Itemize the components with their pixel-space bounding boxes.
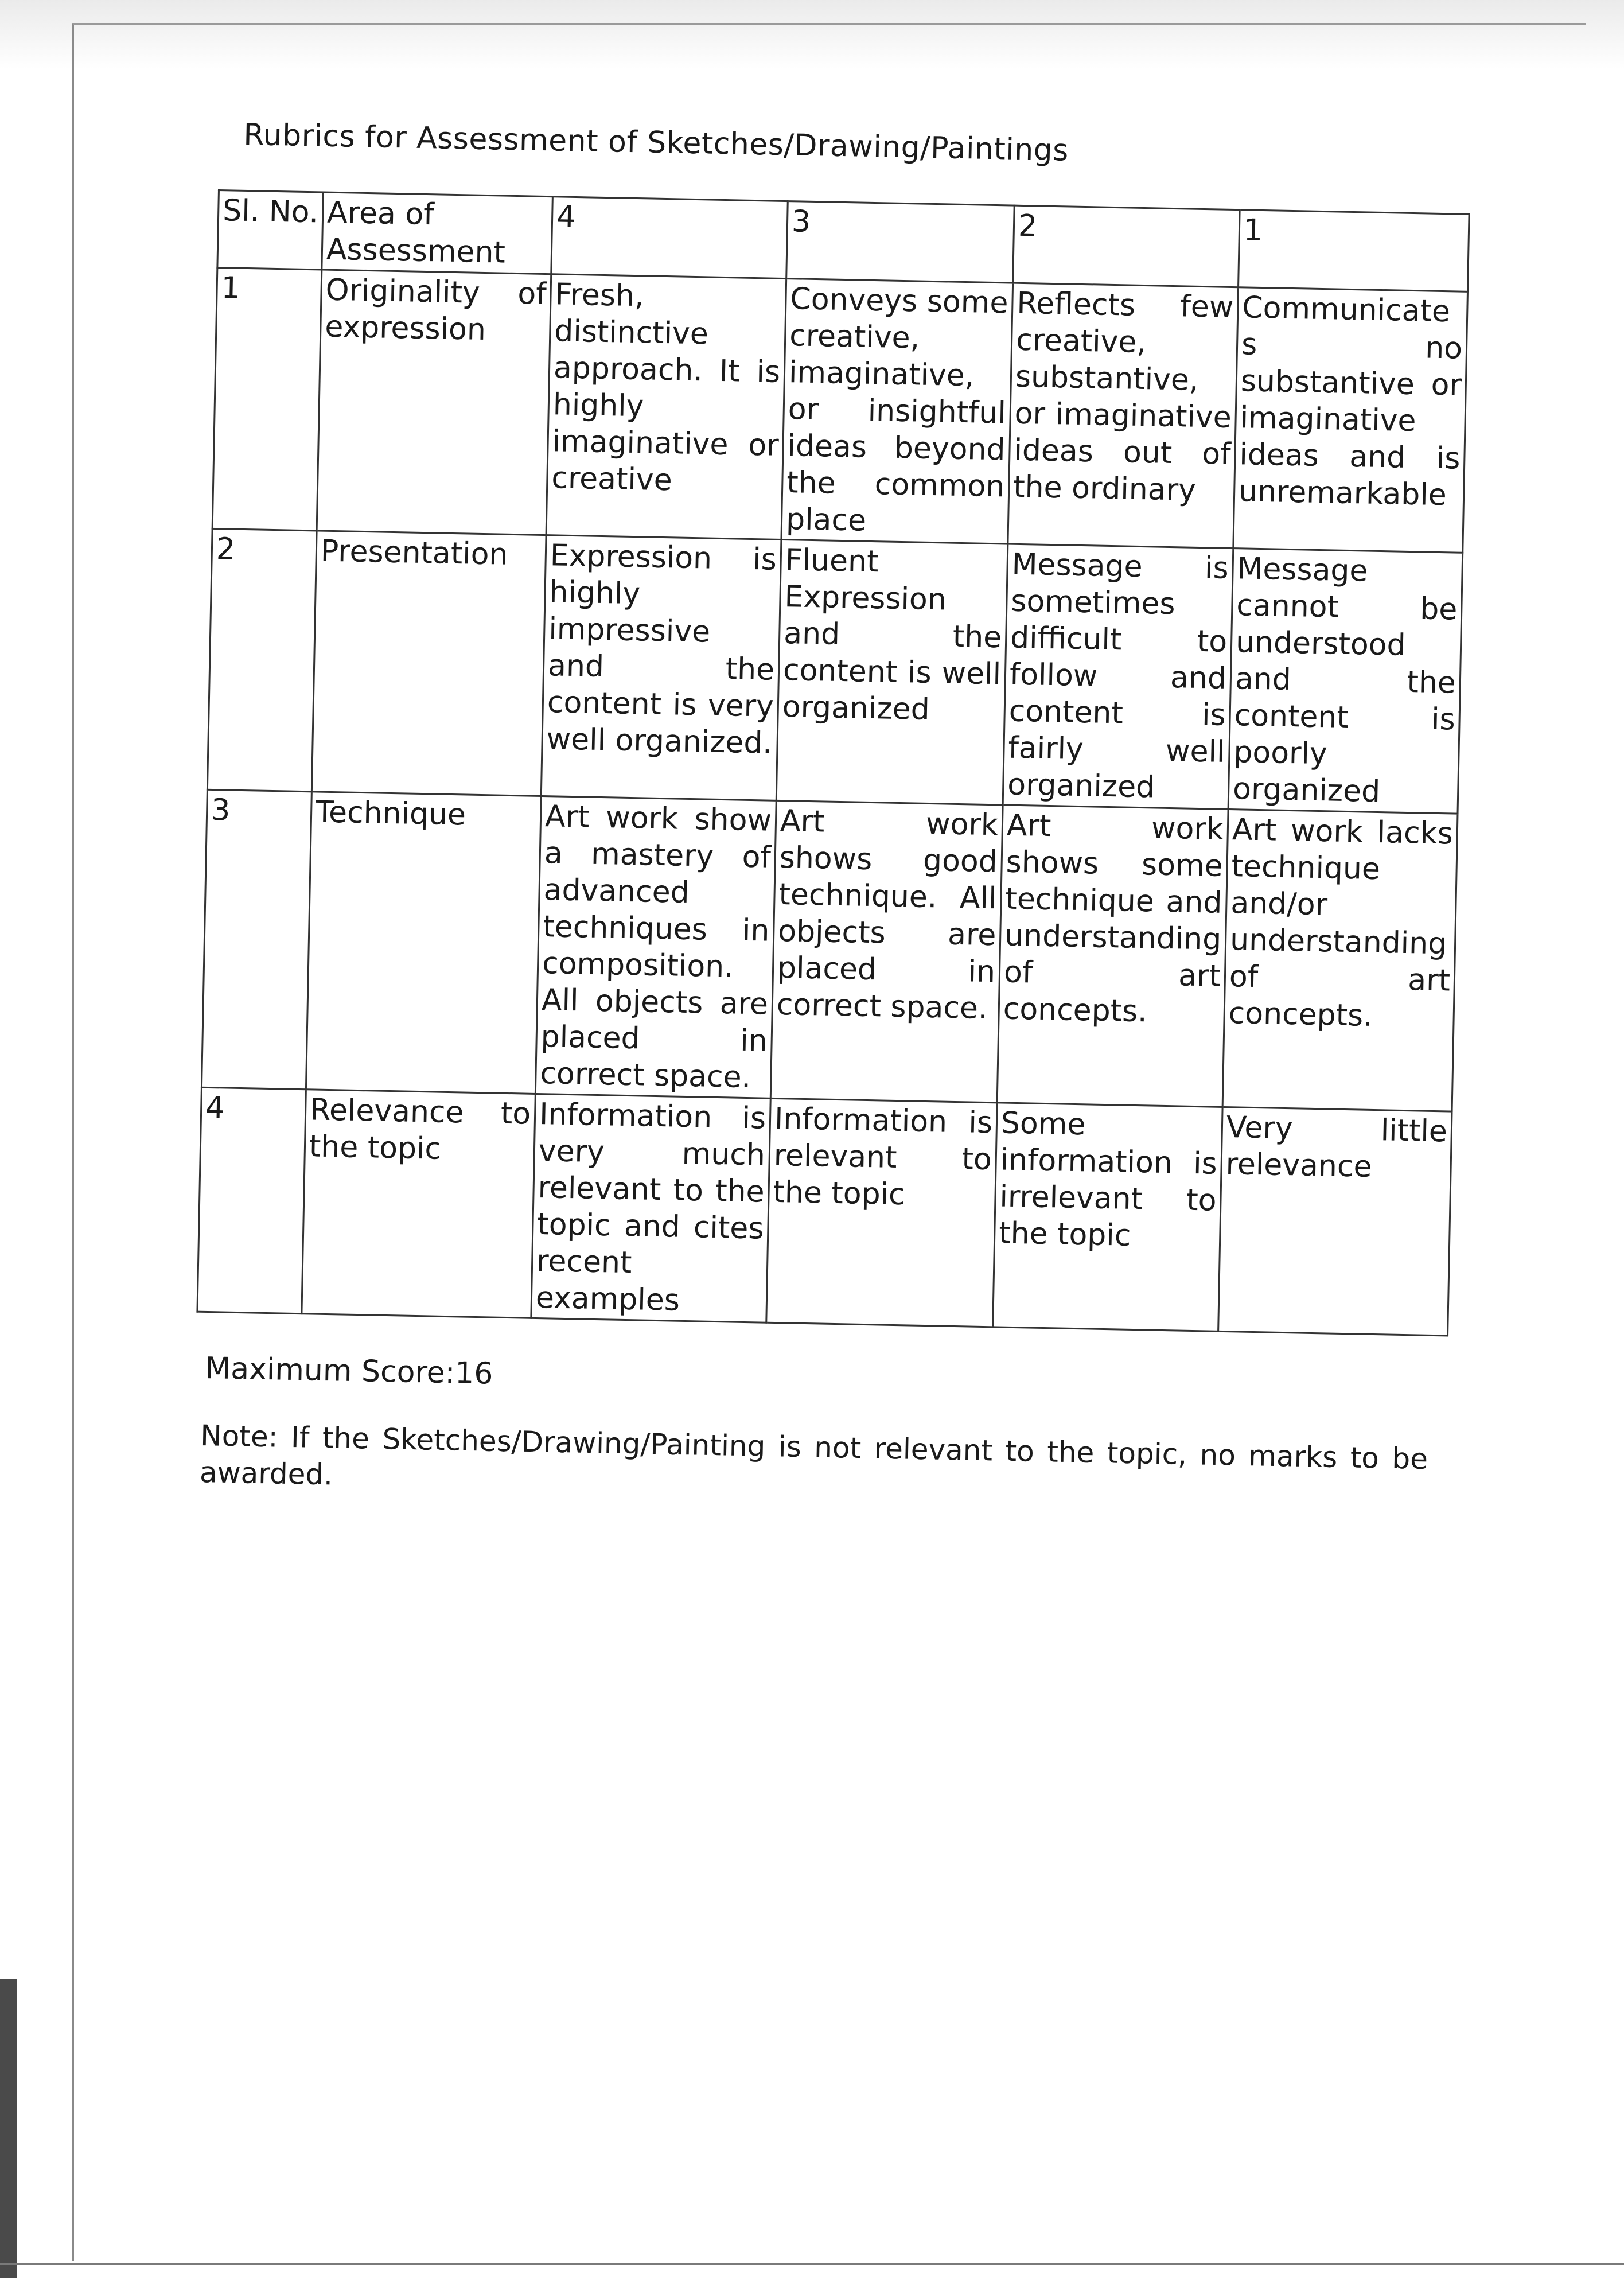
cell-score-2: Art work shows some technique and understanding of art concepts.: [997, 805, 1228, 1107]
header-sl-no: Sl. No.: [217, 190, 324, 270]
cell-area: Originality of expression: [317, 270, 551, 535]
scan-binding-shadow: [0, 1979, 17, 2278]
cell-score-2: Reflects few creative, substantive, or imaginative ideas out of the ordinary: [1008, 283, 1239, 548]
maximum-score: Maximum Score:16: [204, 1351, 493, 1391]
cell-score-3: Art work shows good technique. All objects are placed in correct space.: [770, 800, 1003, 1102]
cell-score-4: Information is very much relevant to the topic and cites recent examples: [531, 1094, 770, 1322]
cell-score-1: Art work lacks technique and/or understanding of art concepts.: [1222, 810, 1458, 1112]
cell-score-1: Communicates no substantive or imaginative ideas and is unremarkable: [1233, 287, 1468, 553]
header-area-of-assessment: Area of Assessment: [322, 192, 553, 274]
cell-sl-no: 2: [207, 528, 317, 791]
cell-score-3: Information is relevant to the topic: [766, 1098, 997, 1327]
cell-sl-no: 4: [197, 1087, 306, 1313]
cell-score-4: Expression is highly impressive and the content is very well organized.: [541, 535, 781, 801]
scan-bottom-edge: [0, 2263, 1624, 2265]
cell-area: Relevance to the topic: [302, 1090, 535, 1318]
cell-score-1: Message cannot be understood and the content is poorly organized: [1228, 549, 1463, 814]
cell-score-3: Fluent Expression and the content is well organized: [776, 539, 1008, 804]
table-row: [212, 268, 1467, 553]
note-text: Note: If the Sketches/Drawing/Painting is not relevant to the topic, no marks to be awarded.: [199, 1418, 1428, 1492]
cell-score-1: Very little relevance: [1218, 1107, 1452, 1336]
header-score-4: 4: [551, 197, 788, 279]
header-score-2: 2: [1013, 205, 1240, 287]
cell-score-3: Conveys some creative, imaginative, or insightful ideas beyond the common place: [781, 279, 1013, 544]
document-title: Rubrics for Assessment of Sketches/Drawing/Paintings: [243, 118, 1069, 168]
cell-sl-no: 3: [201, 789, 311, 1089]
cell-score-2: Some information is irrelevant to the topic: [993, 1103, 1222, 1331]
header-score-1: 1: [1239, 210, 1470, 292]
cell-area: Presentation: [311, 531, 546, 796]
rubric-table: [196, 189, 1470, 1337]
table-row: [197, 1087, 1452, 1336]
cell-score-2: Message is sometimes difficult to follow and content is fairly well organized: [1003, 544, 1233, 809]
header-score-3: 3: [786, 201, 1015, 283]
cell-score-4: Art work show a mastery of advanced techniques in composition. All objects are placed in correct space.: [535, 796, 776, 1099]
cell-score-4: Fresh, distinctive approach. It is highly imaginative or creative: [546, 274, 786, 540]
cell-sl-no: 1: [212, 268, 322, 531]
table-row: [201, 789, 1458, 1111]
cell-area: Technique: [306, 792, 541, 1094]
table-row: [207, 528, 1462, 814]
